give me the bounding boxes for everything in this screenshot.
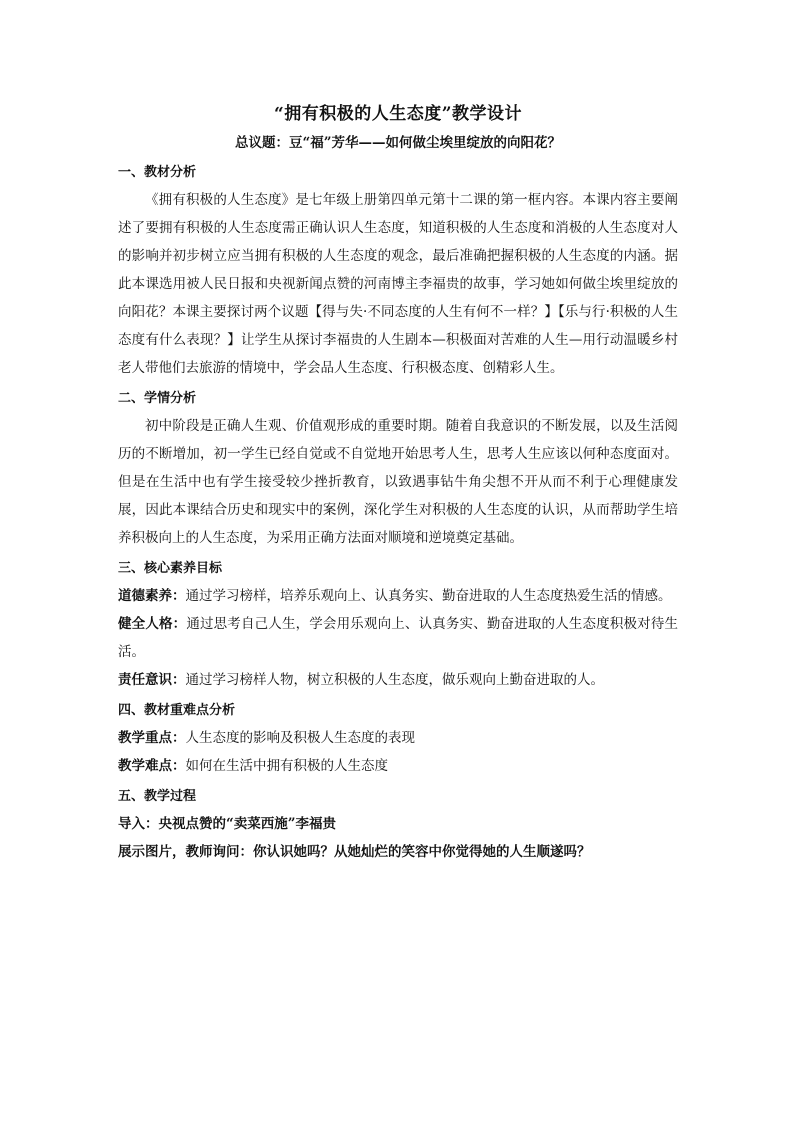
key-point-text: 人生态度的影响及积极人生态度的表现 — [185, 730, 415, 746]
goal-item-personality — [118, 610, 678, 666]
document-page — [118, 100, 678, 866]
document-subtitle: 总议题：豆“福”芳华——如何做尘埃里绽放的向阳花？ — [234, 135, 562, 151]
key-point-label: 教学重点： — [118, 730, 186, 746]
goal-text-responsibility: 通过学习榜样人物，树立积极的人生态度，做乐观向上勤奋进取的人。 — [185, 672, 604, 688]
key-point-item — [118, 724, 678, 752]
difficult-point-text: 如何在生活中拥有积极的人生态度 — [185, 758, 388, 774]
section-heading-key-points: 四、教材重难点分析 — [118, 703, 236, 718]
teaching-intro: 导入：央视点赞的“卖菜西施”李福贵 — [118, 816, 337, 832]
section-heading-teaching-process: 五、教学过程 — [118, 789, 197, 804]
goal-label-moral: 道德素养： — [118, 588, 186, 604]
section-heading-core-goals: 三、核心素养目标 — [118, 561, 223, 576]
goal-item-moral — [118, 582, 678, 610]
goal-label-responsibility: 责任意识： — [118, 672, 186, 688]
difficult-point-label: 教学难点： — [118, 758, 186, 774]
teaching-question: 展示图片，教师询问：你认识她吗？从她灿烂的笑容中你觉得她的人生顺遂吗？ — [118, 844, 591, 860]
goal-label-personality: 健全人格： — [118, 616, 187, 632]
goal-item-responsibility — [118, 666, 678, 694]
goal-text-moral: 通过学习榜样，培养乐观向上、认真务实、勤奋进取的人生态度热爱生活的情感。 — [185, 588, 672, 604]
difficult-point-item — [118, 752, 678, 780]
section-heading-textbook-analysis: 一、教材分析 — [118, 165, 197, 180]
textbook-analysis-paragraph: 《拥有积极的人生态度》是七年级上册第四单元第十二课的第一框内容。本课内容主要阐述了要拥有积极的人生态度需正确认识人生态度，知道积极的人生态度和消极的人生态度对人的影响并初步树立应当拥有积极的人生态度的观念，最后准确把握积极的人生态度的内涵。据此本课选用被人民日报和央视新闻点赞的河南博主李福贵的故事，学习她如何做尘埃里绽放的向阳花？本课主要探讨两个议题【得与失·不同态度的人生有何不一样？】【乐与行·积极的人生态度有什么表现？】让学生从探讨李福贵的人生剧本—积极面对苦难的人生—用行动温暖乡村老人带他们去旅游的情境中，学会品人生态度、行积极态度、创精彩人生。 — [118, 192, 678, 376]
student-analysis-paragraph: 初中阶段是正确人生观、价值观形成的重要时期。随着自我意识的不断发展，以及生活阅历的不断增加，初一学生已经自觉或不自觉地开始思考人生，思考人生应该以何种态度面对。但是在生活中也有学生接受较少挫折教育，以致遇事钻牛角尖想不开从而不利于心理健康发展，因此本课结合历史和现实中的案例，深化学生对积极的人生态度的认识，从而帮助学生培养积极向上的人生态度，为采用正确方法面对顺境和逆境奠定基础。 — [118, 418, 678, 546]
document-title: “拥有积极的人生态度”教学设计 — [273, 104, 523, 124]
goal-text-personality: 通过思考自己人生，学会用乐观向上、认真务实、勤奋进取的人生态度积极对待生活。 — [118, 616, 678, 660]
section-heading-student-analysis: 二、学情分析 — [118, 391, 197, 406]
